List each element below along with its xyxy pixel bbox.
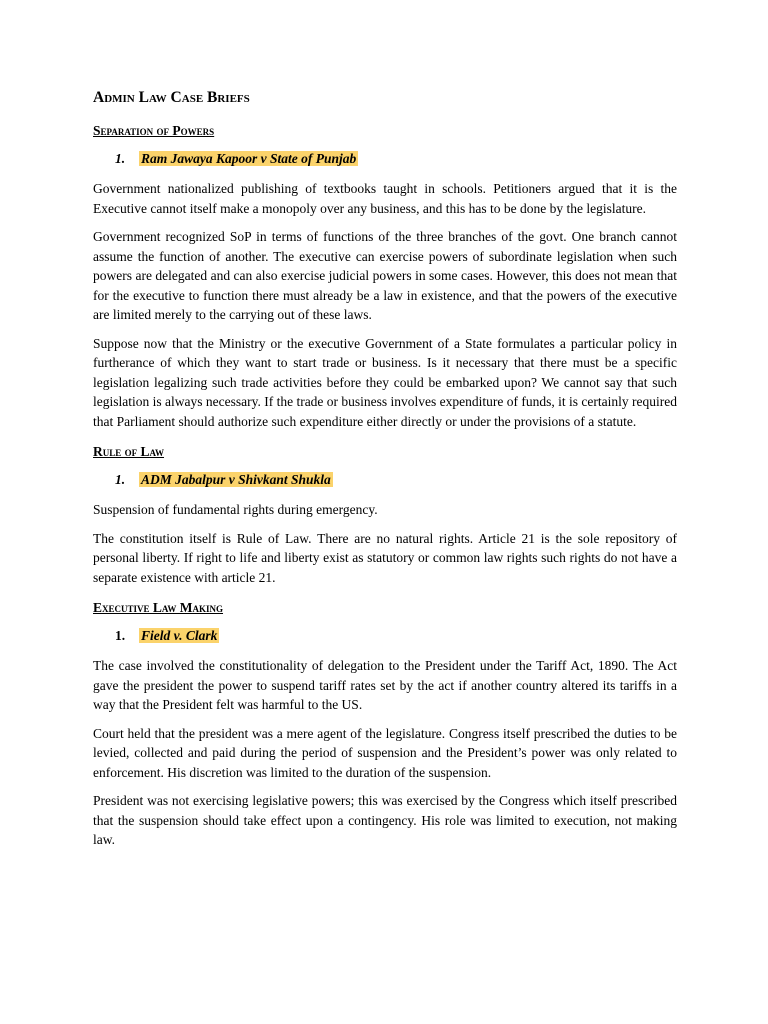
- paragraph: The constitution itself is Rule of Law. There are no natural rights. Article 21 is the sole repository of personal liberty. If right to life and liberty exist as statutory or common law rights such rights do not have a separate existence with article 21.: [93, 530, 677, 585]
- paragraph: Government recognized SoP in terms of functions of the three branches of the govt. One branch cannot assume the function of another. The executive can exercise powers of subordinate legislation when such powers are delegated and can also exercise judicial powers in some cases. However, this does not mean that for the executive to function there must already be a law in existence, and that the powers of the executive are limited merely to the carrying out of these laws.: [93, 229, 677, 322]
- document-page: [93, 88, 677, 859]
- case-number: 1.: [115, 472, 126, 487]
- paragraph: Court held that the president was a mere agent of the legislature. Congress itself prescribed the duties to be levied, collected and paid during the period of suspension and the President’s power was only related to enforcement. His discretion was limited to the duration of the suspension.: [93, 725, 677, 780]
- paragraph: The case involved the constitutionality of delegation to the President under the Tariff Act, 1890. The Act gave the president the power to suspend tariff rates set by the act if another country altered its tariffs in a way that the President felt was harmful to the US.: [93, 658, 677, 712]
- paragraph: Suspension of fundamental rights during emergency.: [93, 502, 378, 517]
- paragraph: Suppose now that the Ministry or the executive Government of a State formulates a particular policy in furtherance of which they want to start trade or business. Is it necessary that there must be a specific legislation legalizing such trade activities before they could be embarked upon? We cannot say that such legislation is always necessary. If the trade or business involves expenditure of funds, it is certainly required that Parliament should authorize such expenditure either directly or under the provisions of a statute.: [93, 335, 677, 429]
- paragraph: President was not exercising legislative powers; this was exercised by the Congress which itself prescribed that the suspension should take effect upon a contingency. His role was limited to execution, not making law.: [93, 793, 677, 847]
- case-heading-ram-jawaya-kapoor: [93, 150, 677, 168]
- case-heading-adm-jabalpur: [93, 471, 677, 489]
- case-name-highlight: ADM Jabalpur v Shivkant Shukla: [141, 472, 331, 487]
- case-name-highlight: Field v. Clark: [141, 628, 218, 643]
- case-number: 1.: [115, 628, 126, 643]
- case-heading-field-v-clark: [93, 627, 677, 645]
- section-heading-rule-of-law: Rule of Law: [93, 444, 165, 459]
- document-title: Admin Law Case Briefs: [93, 89, 250, 106]
- section-heading-executive-law-making: Executive Law Making: [93, 600, 224, 615]
- case-number: 1.: [115, 151, 126, 166]
- section-heading-separation-of-powers: Separation of Powers: [93, 123, 215, 138]
- paragraph: Government nationalized publishing of textbooks taught in schools. Petitioners argued that it is the Executive cannot itself make a monopoly over any business, and this has to be done by the legislature.: [93, 181, 677, 216]
- case-name-highlight: Ram Jawaya Kapoor v State of Punjab: [141, 151, 357, 166]
